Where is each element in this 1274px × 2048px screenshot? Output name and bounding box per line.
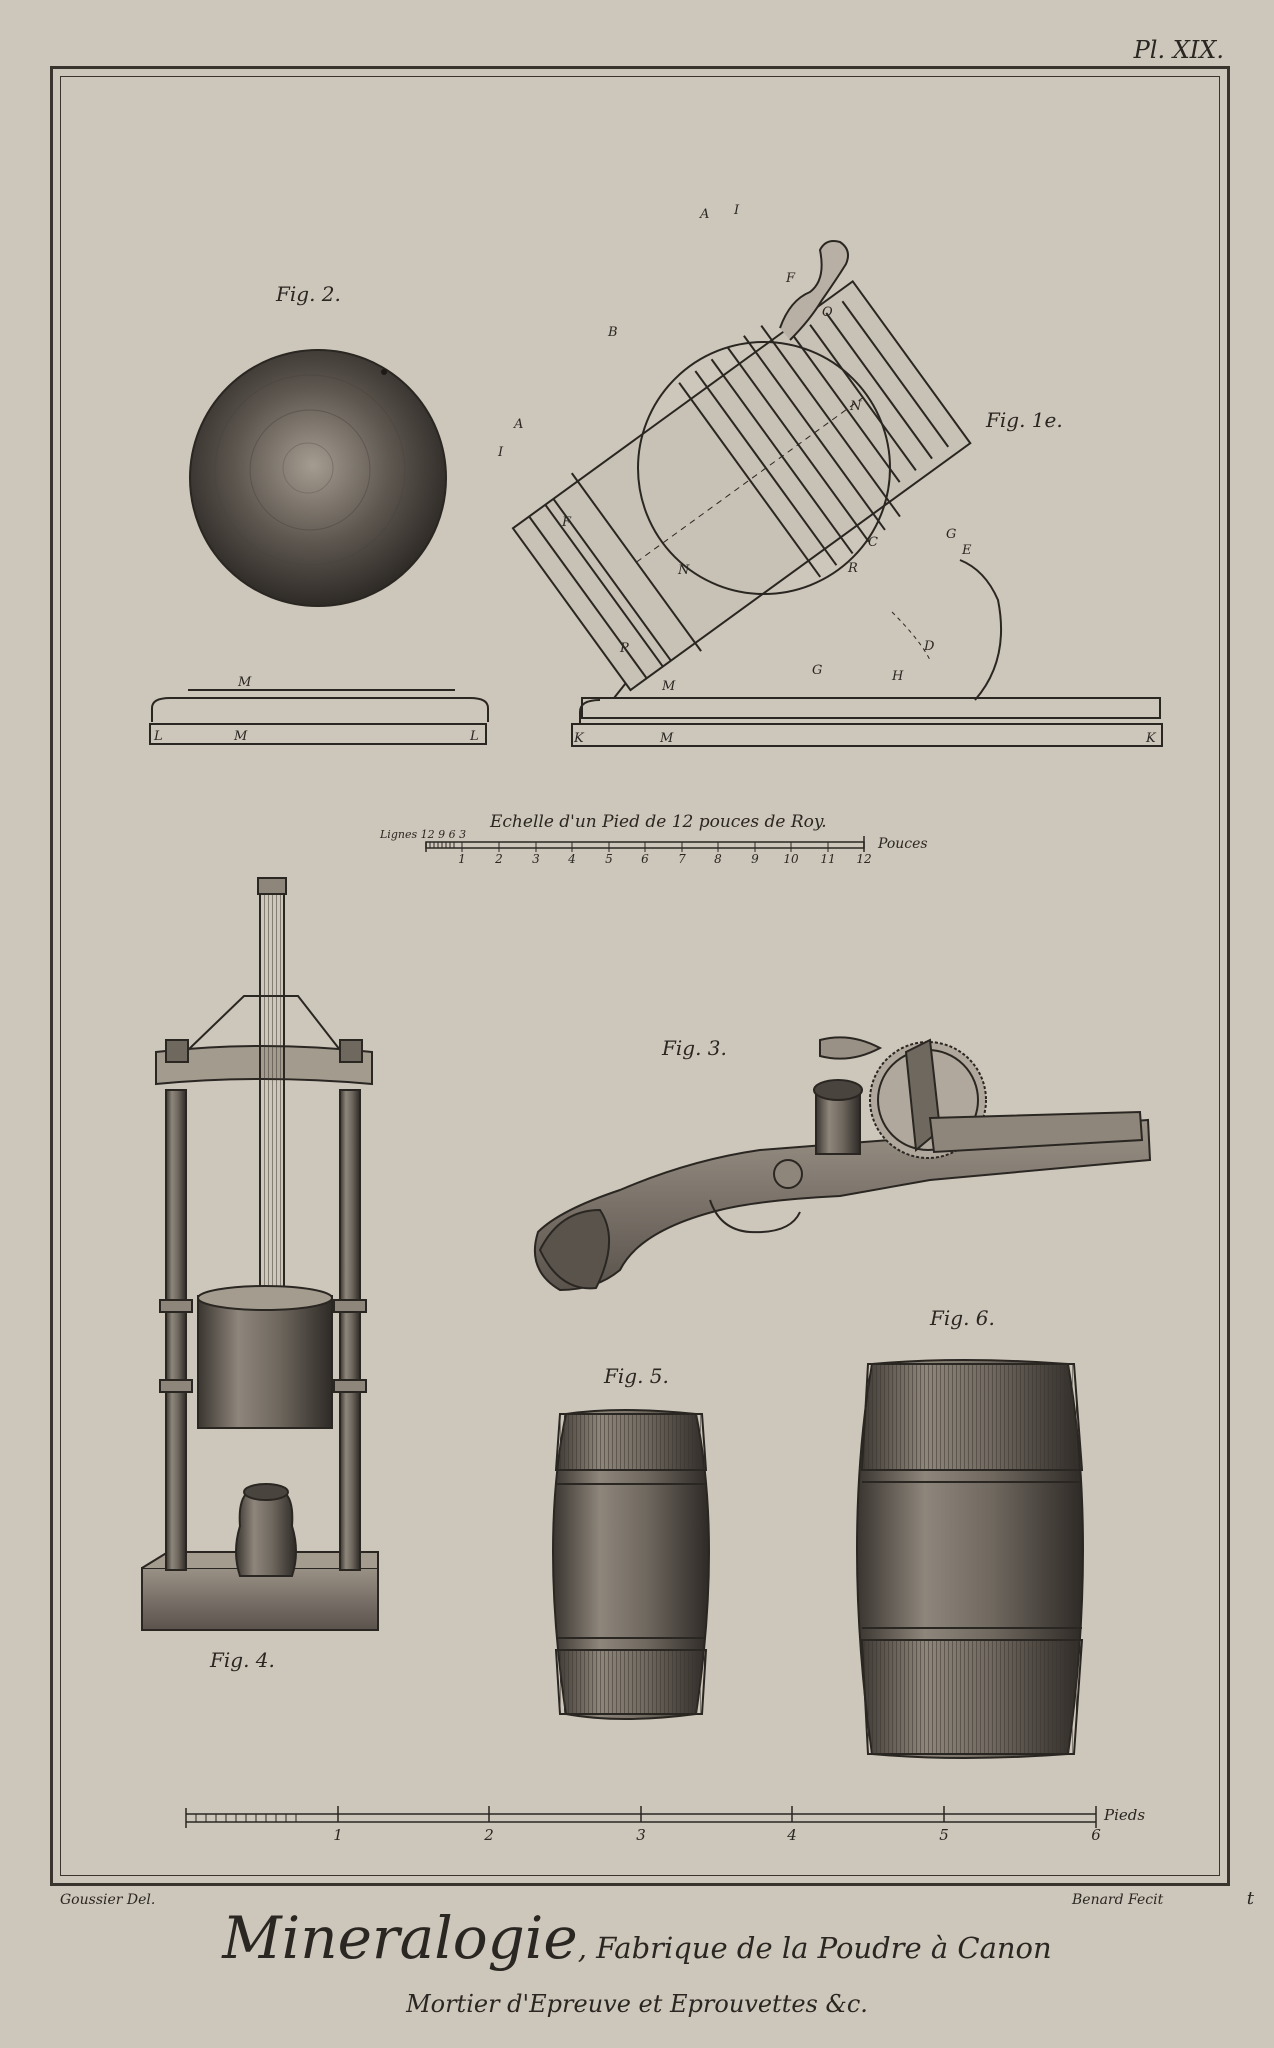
fig6-label: Fig. 6. (930, 1306, 995, 1330)
title-main-word: Mineralogie (222, 1904, 578, 1972)
scale-small-title: Echelle d'un Pied de 12 pouces de Roy. (490, 812, 827, 832)
fig3-label: Fig. 3. (662, 1036, 727, 1060)
svg-text:G: G (946, 527, 957, 542)
scale-small-tick: 8 (714, 852, 722, 866)
scale-large-tick: 1 (333, 1826, 343, 1844)
fig4-label: Fig. 4. (210, 1648, 275, 1672)
svg-text:K: K (1146, 731, 1156, 746)
scale-small-tick: 5 (605, 852, 613, 866)
svg-text:M: M (660, 731, 674, 746)
plate-number: Pl. XIX. (1133, 36, 1224, 64)
svg-text:A: A (700, 207, 710, 222)
svg-text:N: N (678, 563, 690, 578)
scale-large-tick: 6 (1091, 1826, 1101, 1844)
credit-engraver: Benard Fecit (1072, 1892, 1164, 1908)
fig2-cannonball (190, 350, 446, 606)
svg-text:G: G (812, 663, 823, 678)
fig5-label: Fig. 5. (604, 1364, 669, 1388)
scale-small-tick: 6 (641, 852, 649, 866)
svg-text:M: M (662, 679, 676, 694)
svg-text:C: C (868, 535, 878, 550)
scale-large-tick: 3 (636, 1826, 646, 1844)
svg-text:A: A (514, 417, 524, 432)
svg-text:L: L (154, 729, 163, 744)
scale-small-tick: 2 (495, 852, 503, 866)
scale-small-tick: 10 (783, 852, 799, 866)
corner-mark: t (1246, 1888, 1254, 1909)
svg-text:K: K (574, 731, 584, 746)
scale-small-tick: 7 (678, 852, 686, 866)
fig2-base (150, 675, 488, 744)
scale-large-label: Pieds (1104, 1806, 1146, 1824)
fig5-barrel (553, 1410, 709, 1719)
svg-text:I: I (498, 445, 504, 460)
fig2-label: Fig. 2. (276, 282, 341, 306)
svg-text:R: R (848, 561, 858, 576)
svg-text:M: M (234, 729, 248, 744)
plate-subtitle: Mortier d'Epreuve et Eprouvettes &c. (406, 1990, 868, 2018)
scale-small-tick: 3 (532, 852, 540, 866)
scale-large-tick: 4 (787, 1826, 797, 1844)
fig6-barrel (857, 1360, 1083, 1758)
scale-small-tick: 9 (751, 852, 759, 866)
scale-small-right-label: Pouces (878, 836, 928, 852)
fig1-label: Fig. 1e. (986, 408, 1063, 432)
scale-small-tick: 11 (820, 852, 836, 866)
svg-text:L: L (470, 729, 479, 744)
fig3-pistol (535, 1037, 1150, 1290)
credit-designer: Goussier Del. (60, 1892, 156, 1908)
svg-text:D: D (924, 639, 935, 654)
svg-text:M: M (238, 675, 252, 690)
svg-text:O: O (822, 305, 833, 320)
scale-small-left-label: Lignes 12 9 6 3 (380, 828, 467, 841)
title-rest: , Fabrique de la Poudre à Canon (577, 1931, 1052, 1965)
svg-text:N: N (850, 399, 862, 414)
fig4-press (142, 878, 378, 1630)
scale-large-tick: 5 (939, 1826, 949, 1844)
scale-small-tick: 12 (856, 852, 872, 866)
scale-small-tick: 1 (458, 852, 466, 866)
scale-small-tick: 4 (568, 852, 576, 866)
scale-large-bar (186, 1806, 1096, 1828)
svg-text:H: H (892, 669, 904, 684)
scale-small-bar (426, 836, 864, 852)
svg-text:B: B (608, 325, 618, 340)
svg-text:I: I (734, 203, 740, 218)
scale-large-tick: 2 (484, 1826, 494, 1844)
fig1-mortar (497, 203, 1162, 746)
plate-title (0, 1904, 1274, 1972)
svg-text:F: F (786, 271, 796, 286)
svg-text:E: E (962, 543, 972, 558)
svg-text:P: P (620, 641, 629, 656)
svg-text:F: F (562, 515, 572, 530)
